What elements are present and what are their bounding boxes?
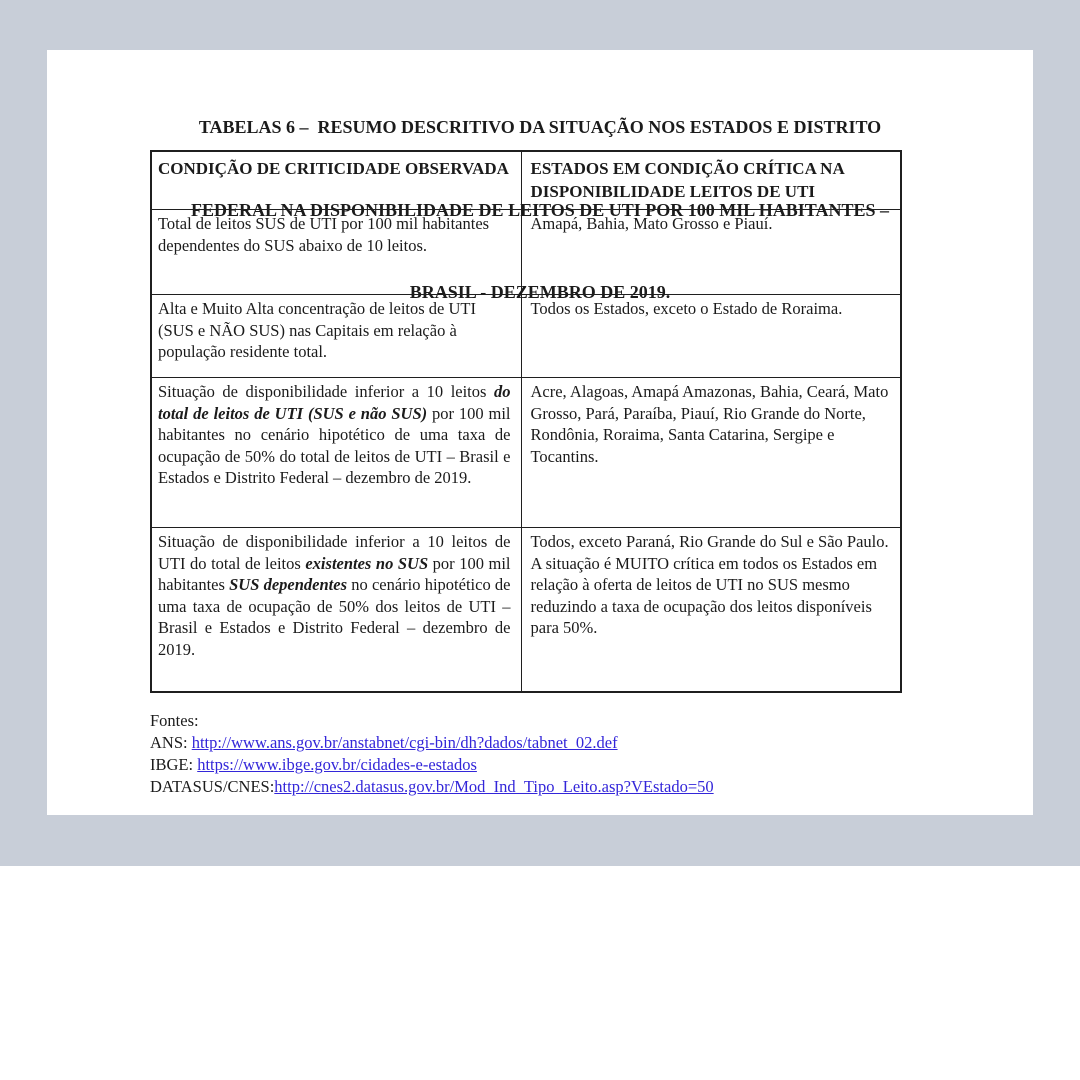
- condition-cell: Situação de disponibilidade inferior a 10 leitos do total de leitos de UTI (SUS e não SUS) por 100 mil habitantes no cenário hipotético de uma taxa de ocupação de 50% do total de leitos de UTI – Brasil e Estados e Distrito Federal – dezembro de 2019.: [151, 378, 521, 528]
- source-link-datasus[interactable]: http://cnes2.datasus.gov.br/Mod_Ind_Tipo_Leito.asp?VEstado=50: [274, 777, 714, 796]
- table-row: [151, 295, 901, 378]
- table-caption-line: TABELAS 6 – RESUMO DESCRITIVO DA SITUAÇÃO NOS ESTADOS E DISTRITO: [198, 117, 882, 137]
- condition-cell: Situação de disponibilidade inferior a 10 leitos de UTI do total de leitos existentes no SUS por 100 mil habitantes SUS dependentes no cenário hipotético de uma taxa de ocupação de 50% dos leitos de UTI – Brasil e Estados e Distrito Federal – dezembro de 2019.: [151, 528, 521, 692]
- table-header-row: [151, 151, 901, 210]
- source-prefix: DATASUS/CNES:: [150, 777, 275, 796]
- condition-cell: Alta e Muito Alta concentração de leitos de UTI (SUS e NÃO SUS) nas Capitais em relação à população residente total.: [151, 295, 521, 378]
- document-page: [47, 50, 1033, 815]
- criticality-summary-table: [150, 150, 902, 693]
- source-link-ibge[interactable]: https://www.ibge.gov.br/cidades-e-estados: [197, 755, 477, 774]
- states-cell: Acre, Alagoas, Amapá Amazonas, Bahia, Ceará, Mato Grosso, Pará, Paraíba, Piauí, Rio Grande do Norte, Rondônia, Roraima, Santa Catarina, Sergipe e Tocantins.: [521, 378, 901, 528]
- source-prefix: IBGE:: [150, 755, 198, 774]
- table-caption-line: FEDERAL NA DISPONIBILIDADE DE LEITOS DE UTI POR 100 MIL HABITANTES –: [191, 199, 889, 220]
- table-row: [151, 378, 901, 528]
- source-line-ans: [150, 732, 714, 754]
- states-cell: Todos, exceto Paraná, Rio Grande do Sul e São Paulo. A situação é MUITO crítica em todos os Estados em relação à oferta de leitos de UTI no SUS mesmo reduzindo a taxa de ocupação dos leitos disponíveis para 50%.: [521, 528, 901, 692]
- column-header-condition: CONDIÇÃO DE CRITICIDADE OBSERVADA: [151, 151, 521, 210]
- source-prefix: ANS:: [150, 733, 192, 752]
- condition-cell: Total de leitos SUS de UTI por 100 mil habitantes dependentes do SUS abaixo de 10 leitos.: [151, 210, 521, 295]
- sources-section: [150, 710, 714, 798]
- states-cell: Todos os Estados, exceto o Estado de Roraima.: [521, 295, 901, 378]
- sources-label: Fontes:: [150, 711, 199, 730]
- source-line-ibge: [150, 754, 714, 776]
- table-caption-line: BRASIL - DEZEMBRO DE 2019.: [409, 282, 671, 302]
- states-cell: Amapá, Bahia, Mato Grosso e Piauí.: [521, 210, 901, 295]
- table-row: [151, 210, 901, 295]
- table-row: [151, 528, 901, 692]
- column-header-states: ESTADOS EM CONDIÇÃO CRÍTICA NA DISPONIBILIDADE LEITOS DE UTI: [521, 151, 901, 210]
- source-link-ans[interactable]: http://www.ans.gov.br/anstabnet/cgi-bin/dh?dados/tabnet_02.def: [191, 733, 618, 752]
- source-line-datasus: [150, 776, 714, 798]
